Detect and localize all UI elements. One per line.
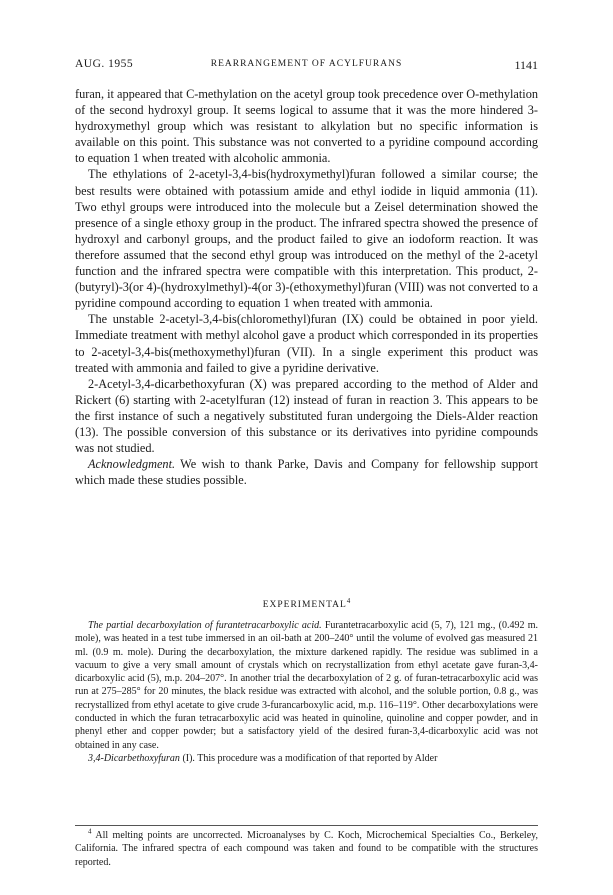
footnote-mark: 4 — [88, 827, 92, 836]
section-heading-experimental — [75, 596, 538, 610]
paragraph-chloromethyl: The unstable 2-acetyl-3,4-bis(chloromethyl)furan (IX) could be obtained in poor yield. Immediate treatment with methyl alcohol gave a product which corresponded in its properties to 2-acetyl-3,4-bis(methoxymethyl)furan (VII). In a single experiment this product was treated with ammonia and failed to give a pyridine derivative. — [75, 312, 538, 375]
paragraph-dicarbethoxyfuran: 2-Acetyl-3,4-dicarbethoxyfuran (X) was prepared according to the method of Alder and Rickert (6) starting with 2-acetylfuran (12) instead of furan in reaction 3. This appears to be the first instance of such a negatively substituted furan undergoing the Diels-Alder reaction (13). The possible conversion of this substance or its derivatives into pyridine compounds was not studied. — [75, 376, 538, 456]
experimental-paragraph-decarboxylation — [75, 619, 538, 752]
running-header — [75, 58, 538, 74]
paragraph-acknowledgment — [75, 456, 538, 488]
experimental-text — [75, 619, 538, 765]
body-text — [75, 86, 538, 488]
experimental-subheading-decarboxylation: The partial decarboxylation of furantetracarboxylic acid. — [88, 620, 322, 631]
paragraph-ethylations: The ethylations of 2-acetyl-3,4-bis(hydroxymethyl)furan followed a similar course; the best results were obtained with potassium amide and ethyl iodide in liquid ammonia (11). Two ethyl groups were introduced into the molecule but a Zeisel determination showed the presence of a single ethoxy group in the product. The infrared spectra showed the presence of hydroxyl and carbonyl groups, and the product failed to give an iodoform reaction. It was therefore assumed that the second ethyl group was introduced on the methyl of the 2-acetyl function and the infrared spectra were compatible with this interpretation. This product, 2-(butyryl)-3(or 4)-(hydroxylmethyl)-4(or 3)-(ethoxymethyl)furan (VIII) was not converted to a pyridine compound according to equation 1 when treated with ammonia. — [75, 167, 538, 311]
footnote-divider — [75, 825, 538, 826]
header-running-title: REARRANGEMENT OF ACYLFURANS — [210, 59, 403, 69]
footnote — [75, 829, 538, 869]
experimental-paragraph-dicarbethoxyfuran — [75, 752, 538, 765]
footnote-text: All melting points are uncorrected. Microanalyses by C. Koch, Microchemical Specialties Co., Berkeley, California. The infrared spectra of each compound was taken and found to be compatible with the structures reported. — [75, 830, 538, 868]
header-page-number: 1141 — [514, 58, 538, 72]
header-date: AUG. 1955 — [75, 58, 134, 70]
section-footnote-mark: 4 — [346, 596, 351, 605]
experimental-text-dicarbethoxyfuran: (I). This procedure was a modification of that reported by Alder — [179, 752, 438, 764]
section-heading-text: EXPERIMENTAL — [262, 600, 347, 610]
paragraph-continuation: furan, it appeared that C-methylation on the acetyl group took precedence over O-methylation of the second hydroxyl group. It seems logical to assume that it was the more hindered 3-hydroxymethyl group which was resistant to alkylation but no specific information is available on this point. This substance was not converted to a pyridine compound according to equation 1 when treated with alcoholic ammonia. — [75, 87, 538, 166]
acknowledgment-label: Acknowledgment. — [88, 457, 176, 472]
acknowledgment-text: We wish to thank Parke, Davis and Company for fellowship support which made these studies possible. — [75, 457, 538, 488]
experimental-subheading-dicarbethoxyfuran: 3,4-Dicarbethoxyfuran — [88, 752, 180, 764]
experimental-text-decarboxylation: Furantetracarboxylic acid (5, 7), 121 mg., (0.492 m. mole), was heated in a test tube immersed in an oil-bath at 200–240° until the volume of evolved gas measured 21 ml. (0.9 m. mole). During the decarboxylation, the mixture darkened rapidly. The residue was sublimed in a vacuum to give a very small amount of crystals which on recrystallization from ethyl acetate gave furan-3,4-dicarboxylic acid (5), m.p. 204–207°. In another trial the decarboxylation of 2 g. of furan-tetracarboxylic acid was run at 275–285° for 20 minutes, the black residue was extracted with alcohol, and the soluble portion, 0.8 g., was recrystallized from ethyl acetate to give crude 3-furancarboxylic acid, m.p. 116–119°. Other decarboxylations were conducted in which the furan tetracarboxylic acid was heated in quinoline, quinoline and copper powder, and in phenyl ether and copper powder; but a satisfactory yield of the desired furan-3,4-dicarboxylic acid was not obtained in any case. — [75, 620, 539, 751]
